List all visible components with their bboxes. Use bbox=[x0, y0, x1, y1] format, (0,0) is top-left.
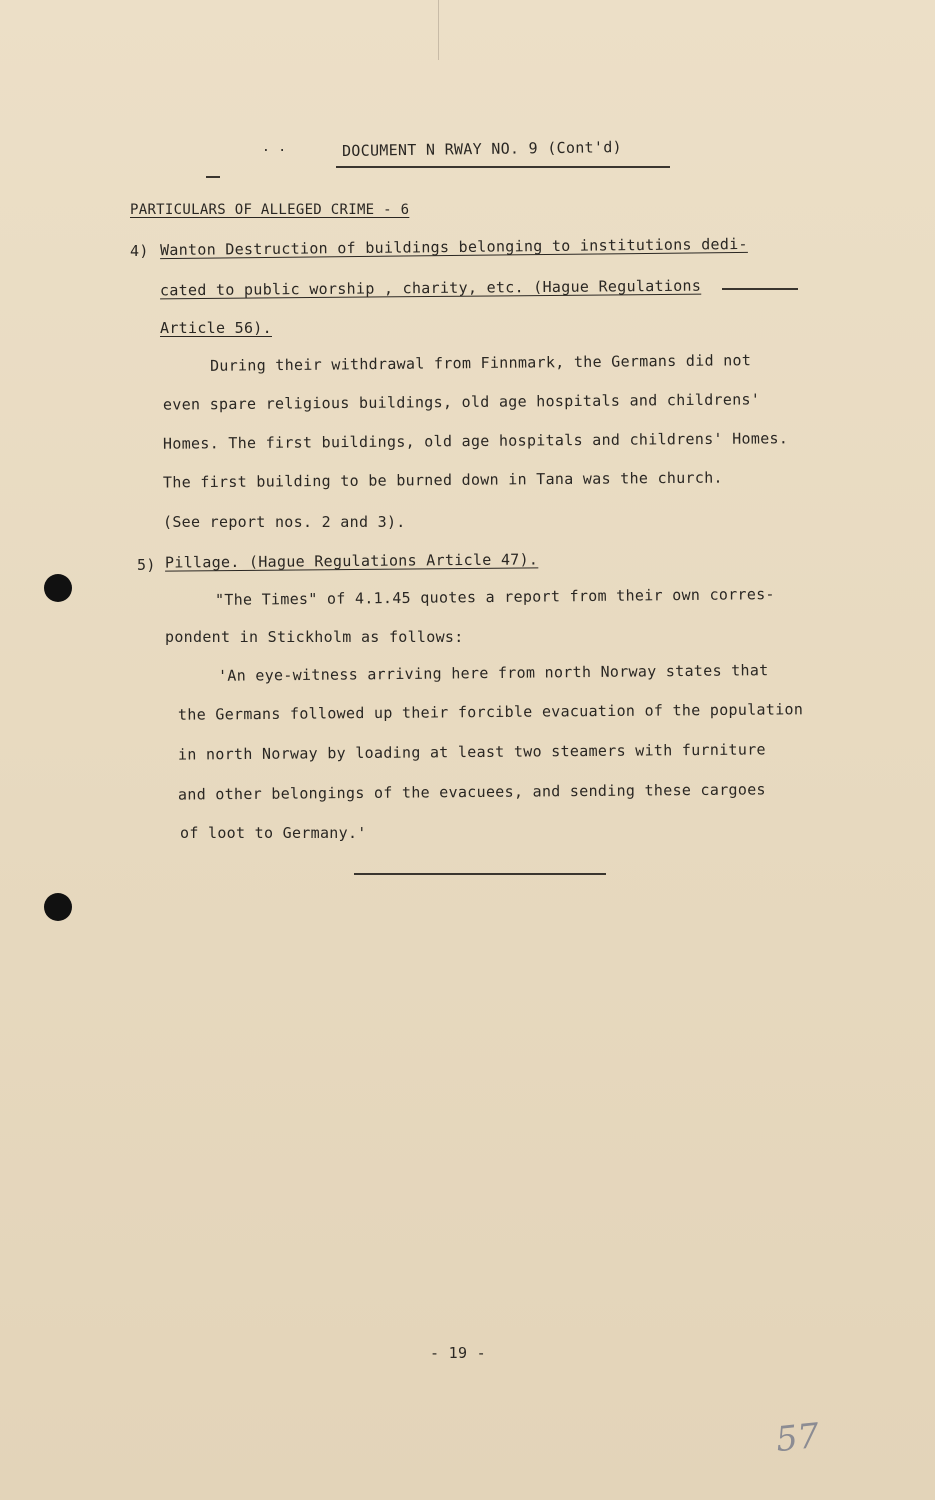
header-dots: . . bbox=[262, 140, 287, 155]
item-4-heading-line-3: Article 56). bbox=[160, 319, 272, 337]
item-4-body-line-1: During their withdrawal from Finnmark, the Germans did not bbox=[209, 351, 752, 375]
quote-line-4: and other belongings of the evacuees, and sending these cargoes bbox=[177, 780, 766, 804]
header-mark bbox=[206, 176, 220, 178]
heading-line-2-fill bbox=[722, 288, 798, 290]
item-4-body-line-2: even spare religious buildings, old age hospitals and childrens' bbox=[162, 390, 761, 414]
item-5-intro-line-1: "The Times" of 4.1.45 quotes a report from their own corres- bbox=[214, 585, 775, 609]
item-4-number: 4) bbox=[130, 242, 149, 260]
item-4-body-line-3: Homes. The first buildings, old age hospitals and childrens' Homes. bbox=[162, 429, 789, 453]
end-rule bbox=[354, 873, 606, 875]
section-heading: PARTICULARS OF ALLEGED CRIME - 6 bbox=[130, 202, 410, 218]
item-4-body-line-5: (See report nos. 2 and 3). bbox=[163, 513, 406, 531]
item-5-heading: Pillage. (Hague Regulations Article 47). bbox=[164, 550, 539, 572]
item-4-heading-line-1: Wanton Destruction of buildings belonging to institutions dedi- bbox=[159, 234, 748, 260]
punch-hole-upper bbox=[44, 574, 72, 602]
fold-crease bbox=[438, 0, 439, 60]
quote-line-3: in north Norway by loading at least two steamers with furniture bbox=[177, 740, 766, 764]
handwritten-folio-number: 57 bbox=[774, 1415, 822, 1461]
item-5-intro-line-2: pondent in Stickholm as follows: bbox=[165, 628, 464, 646]
item-4-body-line-4: The first building to be burned down in Tana was the church. bbox=[162, 468, 723, 492]
page-number: - 19 - bbox=[430, 1344, 486, 1362]
document-title: DOCUMENT N RWAY NO. 9 (Cont'd) bbox=[341, 138, 623, 160]
item-4-heading-line-2: cated to public worship , charity, etc. (Hague Regulations bbox=[159, 276, 702, 300]
punch-hole-lower bbox=[44, 893, 72, 921]
quote-line-5: of loot to Germany.' bbox=[180, 824, 367, 842]
quote-line-2: the Germans followed up their forcible evacuation of the population bbox=[177, 700, 804, 724]
item-5-number: 5) bbox=[137, 556, 156, 574]
quote-line-1: 'An eye-witness arriving here from north Norway states that bbox=[217, 661, 769, 685]
title-underline bbox=[336, 166, 670, 168]
